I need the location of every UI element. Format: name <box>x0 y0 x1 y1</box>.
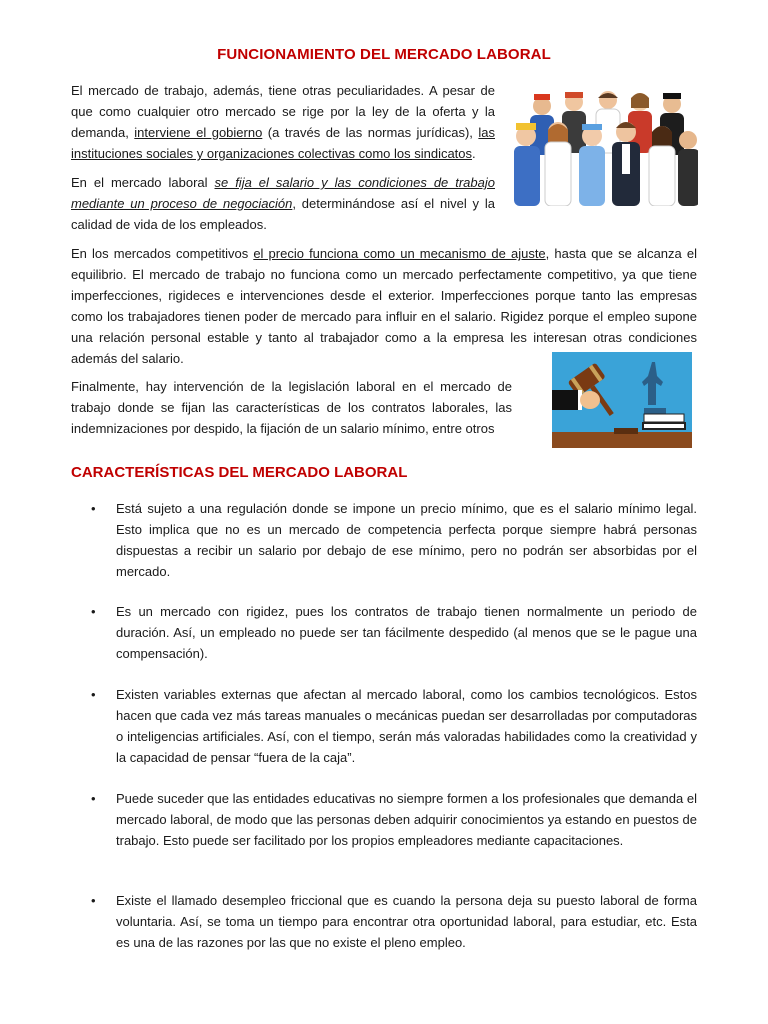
bullet-icon: • <box>91 501 96 516</box>
list-item-text: Puede suceder que las entidades educativas no siempre formen a los profesionales que demanda el mercado laboral, de modo que las personas deben adquirir conocimientos ya estando en puestos de trabajo. Esto puede ser facilitado por los propios empleadores mediante capacitaciones. <box>116 791 697 848</box>
p3-underline-price: el precio funciona como un mecanismo de ajuste <box>253 246 546 261</box>
intro-paragraph-3 <box>71 243 697 369</box>
p1-underline-government: interviene el gobierno <box>134 125 263 140</box>
bullet-icon: • <box>91 893 96 908</box>
list-item <box>71 684 697 768</box>
p1-underline-institutions: las instituciones sociales y organizaciones colectivas como los sindicatos <box>71 125 495 161</box>
list-item-text: Existe el llamado desempleo friccional que es cuando la persona deja su puesto laboral de forma voluntaria. Así, se toma un tiempo para encontrar otra oportunidad laboral, para estudiar, etc. Esta es una de las razones por las que no existe el pleno empleo. <box>116 893 697 950</box>
p2-underline-italic: se fija el salario y las condiciones de trabajo mediante un proceso de negociación <box>71 175 495 211</box>
list-item <box>71 498 697 582</box>
intro-paragraph-2 <box>71 172 495 235</box>
p3-text-a: En los mercados competitivos <box>71 246 254 261</box>
list-item-text: Existen variables externas que afectan al mercado laboral, como los cambios tecnológicos. Estos hacen que cada vez más tareas manuales o mecánicas puedan ser desarrolladas por computadoras o inteligencias artificiales. Así, con el tiempo, serán más valoradas habilidades como la creatividad y la capacidad de pensar “fuera de la caja”. <box>116 687 697 765</box>
intro-paragraph-1 <box>71 80 495 164</box>
list-item-text: Es un mercado con rigidez, pues los contratos de trabajo tienen normalmente un periodo de duración. Así, un empleado no puede ser tan fácilmente despedido (al menos que se le pague una compensación). <box>116 604 697 661</box>
list-item <box>71 601 697 664</box>
page-title: FUNCIONAMIENTO DEL MERCADO LABORAL <box>217 46 551 63</box>
p3-text-b: , hasta que se alcanza el equilibrio. El mercado de trabajo no funciona como un mercado perfectamente competitivo, ya que tiene imperfecciones, rigideces e intervenciones desde el exterior. Imperfecciones porque tanto las empresas como los trabajadores tienen poder de mercado para influir en el salario. Rigidez porque el empleo supone una relación personal estable y tanto al trabajador como a la empresa les interesan otras condiciones además del salario. <box>71 246 697 366</box>
p1-text-c: . <box>472 146 476 161</box>
p2-text-a: En el mercado laboral <box>71 175 215 190</box>
list-item <box>71 788 697 872</box>
section-heading-characteristics: CARACTERÍSTICAS DEL MERCADO LABORAL <box>71 464 408 481</box>
bullet-icon: • <box>91 687 96 702</box>
workers-image <box>512 86 698 206</box>
gavel-image <box>552 352 692 448</box>
p1-text-a: El mercado de trabajo, además, tiene otras peculiaridades. A pesar de que como cualquier otro mercado se rige por la ley de la oferta y la demanda, <box>71 83 495 140</box>
p2-text-b: , determinándose así el nivel y la calidad de vida de los empleados. <box>71 196 495 232</box>
p1-text-b: (a través de las normas jurídicas), <box>262 125 479 140</box>
bullet-icon: • <box>91 604 96 619</box>
list-item <box>71 890 697 953</box>
bullet-icon: • <box>91 791 96 806</box>
intro-paragraph-4: Finalmente, hay intervención de la legislación laboral en el mercado de trabajo donde se fijan las características de los contratos laborales, las indemnizaciones por despido, la fijación de un salario mínimo, entre otros <box>71 379 512 436</box>
list-item-text: Está sujeto a una regulación donde se impone un precio mínimo, que es el salario mínimo legal. Esto implica que no es un mercado de competencia perfecta porque siempre habrá personas dispuestas a recibir un salario por debajo de ese mínimo, pero no podrán ser absorbidas por el mercado. <box>116 501 697 579</box>
